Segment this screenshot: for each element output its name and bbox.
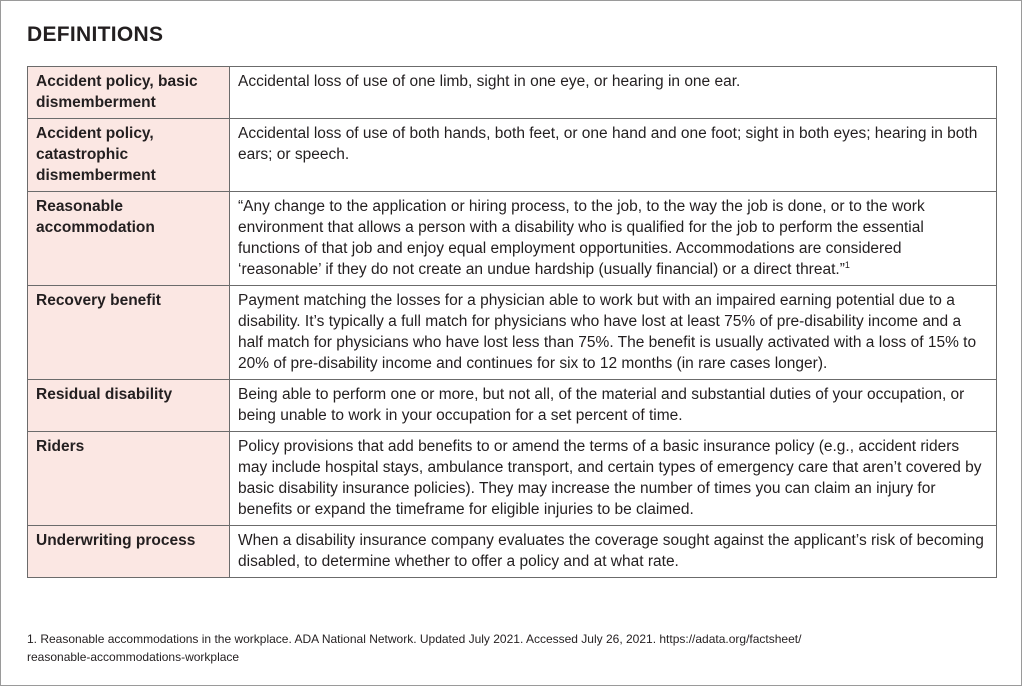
definition-cell: Payment matching the losses for a physician able to work but with an impaired earning potential due to a disability. It’s typically a full match for physicians who have lost at least 75% of pre-disability income and a half match for physicians who have lost less than 75%. The benefit is usually activated with a loss of 15% to 20% of pre-disability income and continues for six to 12 months (in rare cases longer).: [230, 286, 997, 380]
definition-cell: When a disability insurance company evaluates the coverage sought against the applicant’s risk of becoming disabled, to determine whether to offer a policy and at what rate.: [230, 526, 997, 578]
term-cell: Riders: [28, 432, 230, 526]
footnote: [27, 630, 927, 666]
definition-cell: Accidental loss of use of both hands, both feet, or one hand and one foot; sight in both eyes; hearing in both ears; or speech.: [230, 119, 997, 192]
footnote-line: reasonable-accommodations-workplace: [27, 650, 240, 664]
table-row: [28, 432, 997, 526]
definitions-table: [27, 66, 997, 578]
term-cell: Accident policy, basic dismemberment: [28, 67, 230, 119]
definition-cell: Being able to perform one or more, but not all, of the material and substantial duties of your occupation, or being unable to work in your occupation for a set percent of time.: [230, 380, 997, 432]
definition-cell: Accidental loss of use of one limb, sight in one eye, or hearing in one ear.: [230, 67, 997, 119]
page-title: DEFINITIONS: [27, 23, 164, 46]
table-row: [28, 286, 997, 380]
definition-text: “Any change to the application or hiring process, to the job, to the way the job is done, or to the work environment that allows a person with a disability who is qualified for the job to perform the essential functions of that job and enjoy equal employment opportunities. Accommodations are considered ‘reasonable’ if they do not create an undue hardship (usually financial) or a direct threat.”: [238, 198, 925, 278]
term-cell: Residual disability: [28, 380, 230, 432]
table-row: [28, 119, 997, 192]
term-cell: Reasonable accommodation: [28, 192, 230, 286]
term-cell: Underwriting process: [28, 526, 230, 578]
table-row: [28, 192, 997, 286]
table-row: [28, 67, 997, 119]
footnote-reference: 1: [844, 260, 850, 270]
definition-cell: Policy provisions that add benefits to or amend the terms of a basic insurance policy (e.g., accident riders may include hospital stays, ambulance transport, and certain types of emergency care that aren’t covered by basic disability insurance policies). They may increase the number of times you can claim an injury for benefits or expand the timeframe for eligible injuries to be claimed.: [230, 432, 997, 526]
footnote-line: 1. Reasonable accommodations in the workplace. ADA National Network. Updated July 2021. Accessed July 26, 2021. https://adata.org/factsheet/: [27, 632, 802, 646]
term-cell: Accident policy, catastrophic dismemberment: [28, 119, 230, 192]
table-row: [28, 380, 997, 432]
definition-cell: [230, 192, 997, 286]
term-cell: Recovery benefit: [28, 286, 230, 380]
table-row: [28, 526, 997, 578]
